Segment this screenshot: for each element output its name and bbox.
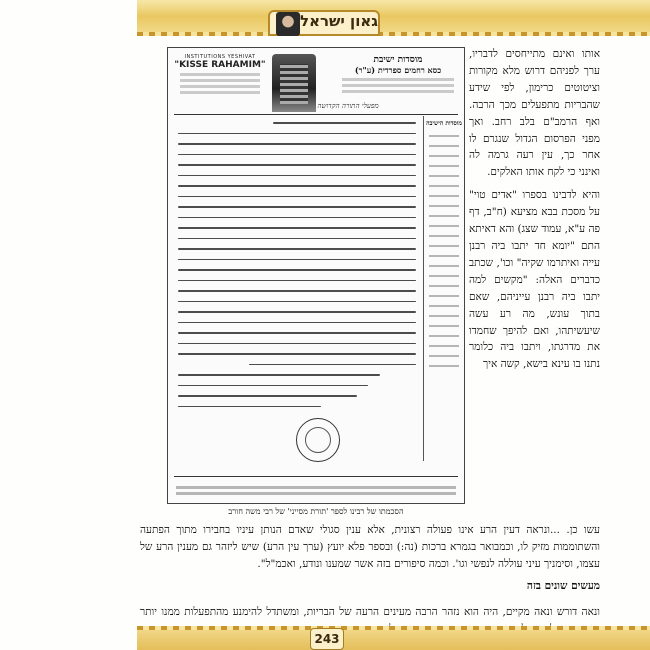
letterhead-english-line-2: "KISSE RAHAMIM" (174, 60, 266, 70)
right-column-paragraph-2: והיא לדבינו בספרו "אדים טוי" על מסכת בבא מציעא (ח"ב, דף פה ע"א, עמוד שצג) והא דאיתא התם "יומא חד יתבו ביה רבנן עייה ואיתרמו שקיה" וכו', שכתב כדברים האלה: "מקשים למה יתבו ביה רבנן עייניהם, שאם בתוך עונש, מה רע עשה שיעשיתהו, ואם להיפך שחמדו את מדרגתו, ויתבו ביה כלומר נתנו בו עינא בישא, קשה איך (469, 189, 600, 371)
letterhead-hebrew-line-1: מוסדות ישיבת (373, 55, 423, 65)
letterhead-hebrew (338, 54, 458, 96)
scanned-letter-image (167, 47, 465, 504)
footer-ornamental-band (137, 626, 650, 650)
letterhead-motto: מפעלי התורה הקדושה (317, 102, 379, 110)
sidebar-title: מוסדות הישיבה (426, 120, 462, 127)
letterhead-english-line-1: INSTITUTIONS YESHIVAT (184, 54, 256, 60)
letterhead-hebrew-line-2: כסא רחמים ספרדית (ע"ר) (354, 65, 442, 75)
main-paragraph-1: עשו כן. ...ונראה דעין הרע אינו פעולה רצונית, אלא ענין סגולי שאדם הנותן עיניו בחבירו מתוך הפתעה והשתוממות מזיק לו, וכמבואר בגמרא ברכות (נה:) ובספר פלא יועץ (ערך עין הרע) שיש ליזהר גם מענין הרע של עצמו, וסימניך עיני עוללה לנפשי וגו'. וכמה סיפורים בזה אשר שמענו ונודע, ואכמ"ל". (140, 524, 600, 570)
main-paragraph-2: ונאה דורש ונאה מקיים, היה הוא נזהר הרבה מעינים הרעה של הבריות, ומשתדל להימנע מהתפעלות ממנו יותר (140, 606, 600, 618)
letterhead-footer-text (176, 486, 456, 489)
letterhead-footer-rule (174, 476, 458, 477)
running-header-title: גאון ישראל (300, 12, 378, 30)
handwritten-letter-body (178, 122, 416, 416)
letterhead-footer-text-2 (176, 492, 456, 495)
right-column-paragraph-1: אותו ואינם מתייחסים לדבריו, ערך לפניהם דרוש מלא מקורות וציטוטים כרימון, לפי שידע שהבריות מתפעלים מכך הרבה. ואף הרמב"ם בלב רחב. ואך מפני הפרסום הגדול שנגרם לו אחר כך, עין רעה גרמה לה ואינני כי לקח אותו האלקים. (469, 48, 600, 179)
image-caption: הסכמתו של רבינו לספר 'תורת מסייני' של רבי משה חורב (228, 507, 404, 516)
letterhead-rule (174, 114, 458, 115)
right-text-column (469, 46, 600, 379)
section-subheading: מעשים שונים בזה (526, 580, 600, 592)
page-number: 243 (310, 628, 344, 650)
rabbi-portrait-image (276, 12, 300, 36)
rabbinical-stamp (296, 418, 340, 462)
letterhead-sidebar (423, 116, 464, 461)
letterhead-english (174, 54, 266, 97)
header-ornamental-band (137, 0, 650, 36)
